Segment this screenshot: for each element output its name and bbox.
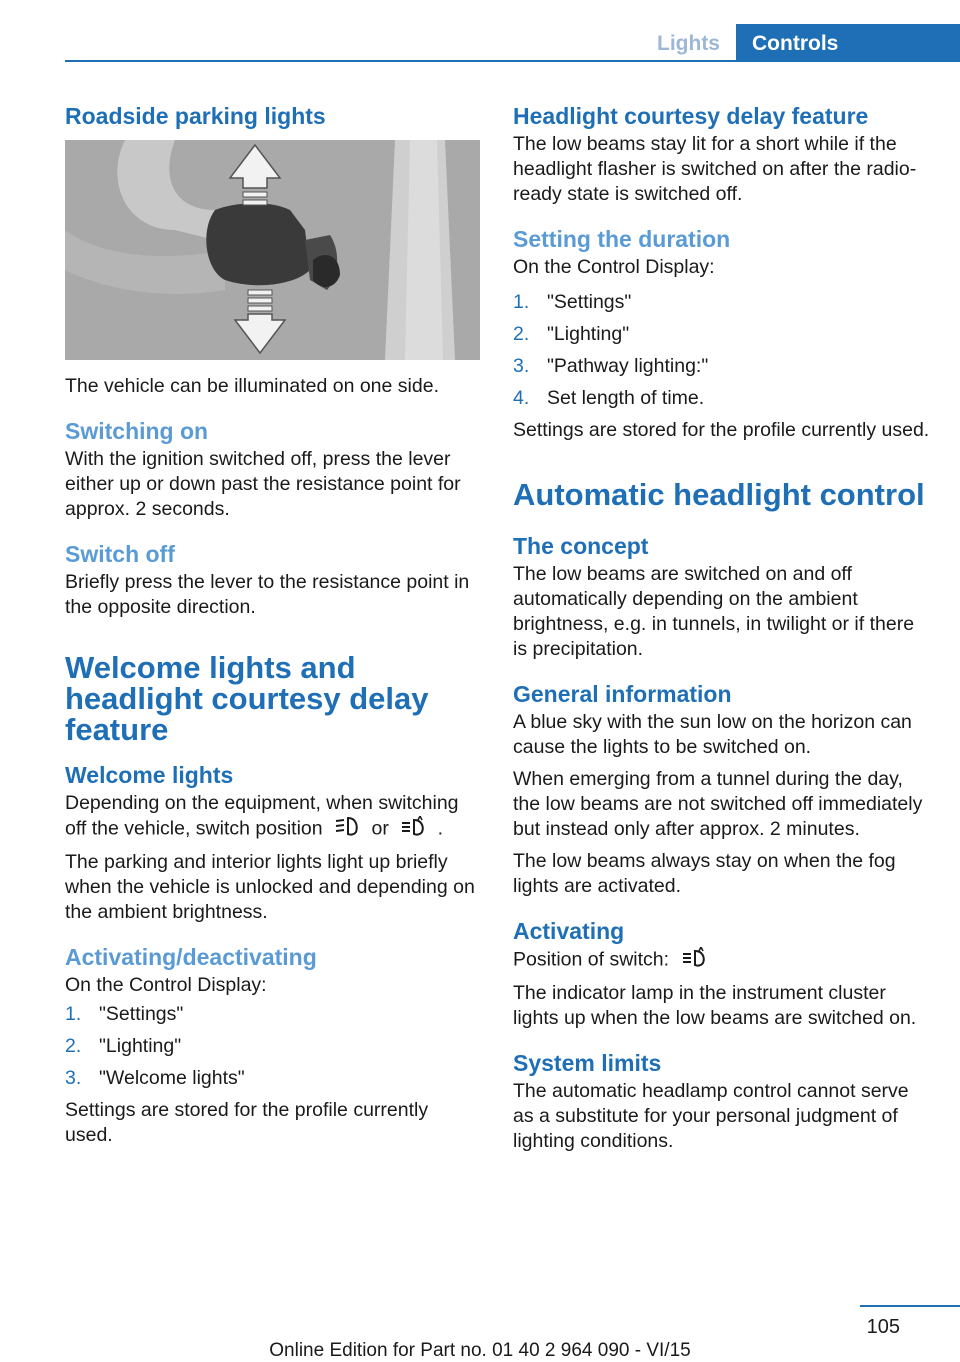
heading-welcome-lights: Welcome lights — [65, 762, 234, 788]
step-text: "Lighting" — [547, 323, 630, 345]
heading-courtesy-delay: Headlight courtesy delay feature — [513, 103, 869, 129]
heading-automatic-headlight-control: Automatic headlight control — [513, 477, 925, 512]
step-number: 3. — [65, 1067, 82, 1089]
step-text: "Lighting" — [99, 1035, 182, 1057]
header-rule — [65, 60, 960, 62]
heading-welcome-section: Welcome lights and headlight courtesy delay feature — [65, 650, 429, 747]
welcome-text-1c: . — [437, 817, 444, 840]
list-item — [513, 354, 933, 379]
step-number: 2. — [513, 323, 530, 345]
lever-diagram-icon — [65, 140, 480, 360]
step-number: 1. — [513, 291, 530, 313]
auto-headlight-switch-icon — [400, 816, 426, 843]
list-item — [513, 322, 933, 347]
header-section-label: Lights — [657, 32, 720, 55]
list-item — [513, 386, 933, 411]
list-item — [65, 1002, 480, 1027]
header-chapter-tab: Controls — [736, 24, 960, 62]
welcome-steps-list — [65, 1002, 480, 1091]
step-number: 1. — [65, 1003, 82, 1025]
heading-activating: Activating — [513, 918, 625, 944]
heading-switching-on: Switching on — [65, 418, 209, 444]
settings-stored-text: Settings are stored for the profile currently used. — [513, 419, 930, 441]
switching-on-text: With the ignition switched off, press the lever either up or down past the resistance point for approx. 2 seconds. — [65, 448, 461, 520]
courtesy-delay-text: The low beams stay lit for a short while if the headlight flasher is switched on after the radio-ready state is switched off. — [513, 133, 917, 205]
step-text: "Welcome lights" — [99, 1067, 245, 1089]
heading-general-information: General information — [513, 681, 732, 707]
heading-the-concept: The concept — [513, 533, 649, 559]
heading-switch-off: Switch off — [65, 541, 175, 567]
step-number: 2. — [65, 1035, 82, 1057]
step-text: "Settings" — [547, 291, 632, 313]
list-item — [65, 1066, 480, 1091]
welcome-text-1 — [65, 791, 480, 843]
general-text-3: The low beams always stay on when the fog lights are activated. — [513, 850, 896, 897]
parking-light-switch-icon — [334, 816, 360, 843]
right-column — [513, 100, 933, 1154]
auto-headlight-switch-icon — [681, 947, 707, 974]
list-item — [513, 290, 933, 315]
lever-illustration — [65, 140, 480, 360]
switch-position-label: Position of switch: — [513, 948, 670, 971]
welcome-text-1a: Depending on the equipment, when switching off the vehicle, switch position — [65, 792, 459, 840]
indicator-lamp-text: The indicator lamp in the instrument cluster lights up when the low beams are switched on. — [513, 982, 917, 1029]
system-limits-text: The automatic headlamp control cannot serve as a substitute for your personal judgment of lighting conditions. — [513, 1080, 909, 1152]
general-text-2: When emerging from a tunnel during the day, the low beams are not switched off immediately but instead only after approx. 2 minutes. — [513, 768, 923, 840]
footer-rule — [860, 1305, 960, 1307]
list-item — [65, 1034, 480, 1059]
step-number: 4. — [513, 387, 530, 409]
illuminated-text: The vehicle can be illuminated on one side. — [65, 375, 439, 397]
heading-roadside-parking-lights: Roadside parking lights — [65, 103, 326, 129]
step-text: Set length of time. — [547, 387, 705, 409]
welcome-text-2: The parking and interior lights light up briefly when the vehicle is unlocked and depending on the ambient brightness. — [65, 851, 475, 923]
left-column — [65, 100, 480, 1148]
heading-setting-duration: Setting the duration — [513, 226, 731, 252]
edition-footer: Online Edition for Part no. 01 40 2 964 090 - VI/15 — [269, 1340, 691, 1361]
welcome-text-1b: or — [371, 817, 389, 840]
switch-position-text — [513, 947, 933, 974]
concept-text: The low beams are switched on and off automatically depending on the ambient brightness, e.g. in tunnels, in twilight or if there is precipitation. — [513, 563, 915, 660]
settings-stored-text: Settings are stored for the profile currently used. — [65, 1099, 429, 1146]
heading-system-limits: System limits — [513, 1050, 662, 1076]
switch-off-text: Briefly press the lever to the resistance point in the opposite direction. — [65, 571, 470, 618]
page-number: 105 — [866, 1316, 900, 1338]
duration-steps-list — [513, 290, 933, 411]
step-number: 3. — [513, 355, 530, 377]
control-display-text: On the Control Display: — [513, 256, 715, 278]
general-text-1: A blue sky with the sun low on the horizon can cause the lights to be switched on. — [513, 711, 912, 758]
step-text: "Pathway lighting:" — [547, 355, 709, 377]
heading-activating-deactivating: Activating/deactivating — [65, 944, 317, 970]
step-text: "Settings" — [99, 1003, 184, 1025]
control-display-text: On the Control Display: — [65, 974, 267, 996]
